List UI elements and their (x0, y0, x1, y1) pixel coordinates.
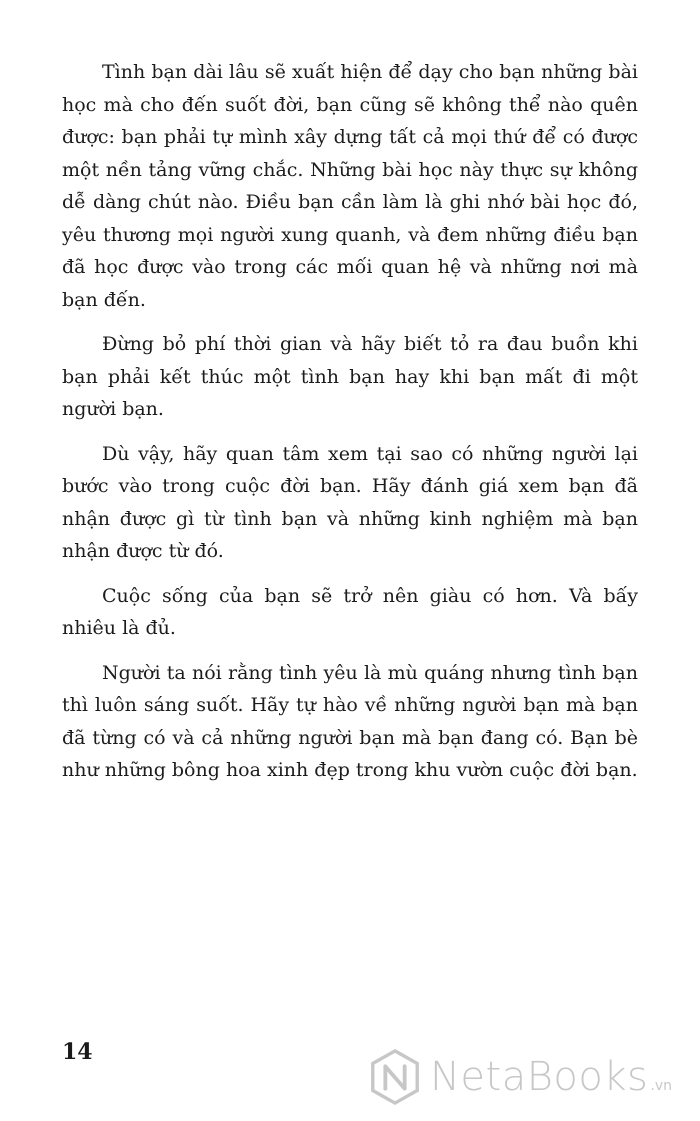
watermark (366, 1046, 672, 1108)
netabooks-logo-icon (366, 1048, 424, 1106)
paragraph: Cuộc sống của bạn sẽ trở nên giàu có hơn. Và bấy nhiêu là đủ. (62, 584, 638, 639)
watermark-suffix: .vn (650, 1078, 672, 1094)
paragraph: Đừng bỏ phí thời gian và hãy biết tỏ ra đau buồn khi bạn phải kết thúc một tình bạn hay khi bạn mất đi một người bạn. (62, 333, 638, 420)
paragraph: Tình bạn dài lâu sẽ xuất hiện để dạy cho bạn những bài học mà cho đến suốt đời, bạn cũng sẽ không thể nào quên được: bạn phải tự mình xây dựng tất cả mọi thứ để có được một nền tảng vững chắc. Những bài học này thực sự không dễ dàng chút nào. Điều bạn cần làm là ghi nhớ bài học đó, yêu thương mọi người xung quanh, và đem những điều bạn đã học được vào trong các mối quan hệ và những nơi mà bạn đến. (62, 61, 638, 311)
watermark-text: NetaBooks (430, 1054, 649, 1100)
paragraph: Người ta nói rằng tình yêu là mù quáng nhưng tình bạn thì luôn sáng suốt. Hãy tự hào về những người bạn mà bạn đã từng có và cả những người bạn mà bạn đang có. Bạn bè như những bông hoa xinh đẹp trong khu vườn cuộc đời bạn. (62, 661, 638, 781)
body-text (62, 56, 638, 799)
paragraph: Dù vậy, hãy quan tâm xem tại sao có những người lại bước vào trong cuộc đời bạn. Hãy đánh giá xem bạn đã nhận được gì từ tình bạn và những kinh nghiệm mà bạn nhận được từ đó. (62, 442, 638, 562)
page-number: 14 (62, 1039, 93, 1065)
